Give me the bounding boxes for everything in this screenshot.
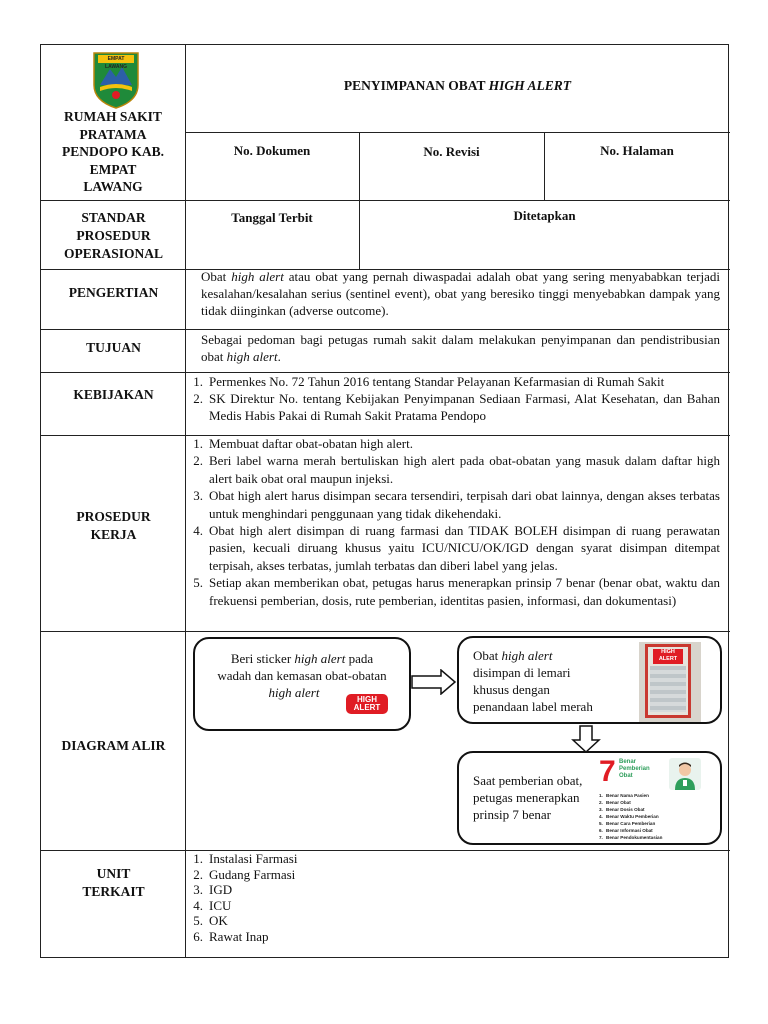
seven-rights-list [599, 792, 662, 841]
list-item-text: SK Direktur No. tentang Kebijakan Penyimpanan Sediaan Farmasi, Alat Kesehatan, dan Bahan Medis Habis Pakai di Rumah Sakit Pratama Pendopo [209, 391, 720, 423]
list-item-text: Obat high alert disimpan di ruang farmasi dan TIDAK BOLEH disimpan di ruang perawatan pasien, kecuali diruang khusus yaitu ICU/NICU/OK/IGD dengan syarat disimpan ditempat terpisah, akses terbatas, jumlah terbatas dan diberi label yang jelas. [209, 523, 720, 573]
list-item-text: OK [209, 913, 228, 928]
list-item [189, 574, 720, 609]
high-alert-stamp [346, 694, 388, 714]
seven-rights-item [599, 813, 662, 820]
seven-rights-item-text: Benar Cara Pemberian [606, 821, 656, 826]
flow-step-italic: high alert [294, 651, 346, 666]
sop-label-line: OPERASIONAL [63, 246, 163, 261]
document-title [185, 78, 730, 94]
flow-step-seven-rights [457, 751, 722, 845]
list-item-number: 2. [193, 391, 203, 406]
seven-rights-item-number: 6. [599, 828, 603, 833]
flow-step-seven-rights-text [473, 772, 613, 823]
list-item-number: 1. [193, 851, 203, 866]
column-divider [185, 45, 186, 958]
list-item-text: Setiap akan memberikan obat, petugas harus menerapkan prinsip 7 benar (benar obat, waktu dan frekuensi pemberian, dosis, rute pemberian, identitas pasien, informasi, dan dokumentasi) [209, 575, 720, 608]
row-divider [41, 200, 730, 201]
flow-step-storage [457, 636, 722, 724]
list-item [189, 882, 720, 898]
unit-terkait-label [41, 865, 186, 901]
unit-terkait-label-line: TERKAIT [82, 884, 145, 899]
flow-step-italic: high alert [268, 685, 320, 700]
cabinet-label: HIGH ALERT [653, 649, 683, 664]
flow-step-line: prinsip 7 benar [473, 807, 551, 822]
seven-rights-infographic [599, 755, 717, 842]
list-item [189, 487, 720, 522]
hospital-name-line: PRATAMA [79, 126, 147, 142]
prosedur-label-line: PROSEDUR [76, 509, 151, 524]
flow-step-line: penandaan label merah [473, 699, 593, 714]
seven-rights-item-number: 7. [599, 835, 603, 840]
seven-rights-item-number: 2. [599, 800, 603, 805]
list-item [189, 390, 720, 424]
seven-rights-item-text: Benar Informasi Obat [606, 828, 653, 833]
prosedur-label-line: KERJA [90, 527, 137, 542]
sop-label-line: STANDAR [81, 210, 146, 225]
tujuan-text [201, 331, 720, 365]
unit-terkait-list [189, 851, 720, 944]
flow-step-text: Obat [473, 648, 502, 663]
seven-rights-title-line: Benar [619, 759, 637, 765]
sop-label-line: PROSEDUR [76, 228, 151, 243]
flow-step-line [201, 650, 403, 667]
row-divider [41, 631, 730, 632]
list-item-text: Membuat daftar obat-obatan high alert. [209, 436, 413, 451]
flow-step-line [473, 647, 633, 664]
seven-rights-item-number: 3. [599, 807, 603, 812]
seven-rights-item [599, 834, 662, 841]
seven-rights-item [599, 806, 662, 813]
list-item-number: 3. [193, 488, 203, 504]
hospital-name-line: PENDOPO KAB. [61, 144, 164, 159]
flow-step-line: khusus dengan [473, 682, 550, 697]
list-item-text: Instalasi Farmasi [209, 851, 298, 866]
high-alert-stamp-line: HIGH [357, 695, 377, 704]
list-item-text: Beri label warna merah bertuliskan high alert pada obat-obatan yang masuk dalam daftar high alert baik obat oral maupun injeksi. [209, 453, 720, 486]
list-item [189, 898, 720, 914]
pengertian-label: PENGERTIAN [68, 285, 159, 300]
hospital-name [41, 108, 185, 196]
seven-rights-item-number: 4. [599, 814, 603, 819]
pengertian-text-italic: high alert [231, 269, 284, 284]
list-item-number: 5. [193, 913, 203, 928]
list-item-number: 2. [193, 866, 203, 882]
list-item-number: 4. [193, 523, 203, 539]
tujuan-text-end: . [277, 349, 281, 364]
pengertian-text-end: atau obat yang pernah diwaspadai adalah obat yang sering menyababkan terjadi kesalahan/kesalahan serius (sentinel event), obat yang beresiko tinggi menyebabkan dampak yang tidak diinginkan (adverse outcome). [201, 269, 720, 318]
list-item [189, 522, 720, 574]
hospital-name-line: LAWANG [83, 179, 143, 194]
cabinet-glass [650, 666, 686, 712]
list-item-number: 3. [193, 882, 203, 897]
prosedur-label [41, 508, 186, 544]
list-item [189, 452, 720, 487]
flow-arrow-down [571, 725, 601, 753]
list-item-text: IGD [209, 882, 233, 897]
tanggal-terbit-label: Tanggal Terbit [231, 210, 313, 225]
flow-arrow-right [411, 669, 457, 695]
list-item [189, 373, 720, 390]
high-alert-cabinet-photo [639, 642, 701, 722]
list-item-text: Permenkes No. 72 Tahun 2016 tentang Standar Pelayanan Kefarmasian di Rumah Sakit [209, 374, 665, 389]
pengertian-text [201, 268, 720, 319]
diagram-label: DIAGRAM ALIR [61, 738, 166, 753]
list-item-number: 4. [193, 897, 203, 913]
ditetapkan-label: Ditetapkan [513, 208, 576, 223]
flow-step-text: Beri sticker [230, 651, 295, 666]
flow-step-text: pada [345, 651, 374, 666]
prosedur-list [189, 435, 720, 609]
seven-rights-title-line: Pemberian [619, 766, 650, 772]
kebijakan-label: KEBIJAKAN [73, 387, 154, 402]
seven-rights-item [599, 827, 662, 834]
list-item-number: 1. [193, 436, 203, 451]
seven-rights-item-number: 1. [599, 793, 603, 798]
kebijakan-list [189, 373, 720, 424]
seven-rights-item [599, 799, 662, 806]
seven-rights-item-text: Benar Obat [606, 800, 631, 805]
seven-rights-item-number: 5. [599, 821, 603, 826]
list-item-number: 6. [193, 928, 203, 944]
list-item [189, 913, 720, 929]
seven-rights-item-text: Benar Waktu Pemberian [606, 814, 659, 819]
flow-step-italic: high alert [501, 648, 553, 663]
seven-rights-item-text: Benar Pendokumentasian [606, 835, 663, 840]
list-item [189, 851, 720, 867]
seven-rights-item-text: Benar Nama Pasien [606, 793, 649, 798]
list-item-text: Gudang Farmasi [209, 866, 296, 882]
sop-document [40, 44, 729, 958]
tujuan-text-start: Sebagai pedoman bagi petugas rumah sakit dalam melakukan penyimpanan dan pendistribusian obat [201, 332, 720, 364]
hospital-name-line: RUMAH SAKIT [64, 109, 162, 124]
tujuan-label: TUJUAN [86, 340, 141, 355]
no-halaman-label: No. Halaman [600, 143, 674, 158]
seven-number: 7 [599, 755, 616, 788]
list-item-number: 1. [193, 374, 203, 389]
high-alert-stamp-line: ALERT [353, 703, 381, 712]
list-item-text: ICU [209, 897, 232, 913]
seven-rights-item [599, 792, 662, 799]
flow-step-sticker [193, 637, 411, 731]
document-title-italic: HIGH ALERT [488, 78, 572, 93]
unit-terkait-label-line: UNIT [96, 866, 131, 881]
seven-rights-title [619, 759, 650, 780]
nurse-illustration-icon [669, 758, 701, 790]
sop-label [41, 209, 186, 263]
seven-rights-item-text: Benar Dosis Obat [606, 807, 645, 812]
document-title-text: PENYIMPANAN OBAT [343, 78, 489, 93]
row-divider [185, 132, 730, 133]
list-item-number: 5. [193, 575, 203, 591]
flow-step-line: Saat pemberian obat, [473, 773, 583, 788]
list-item-text: Obat high alert harus disimpan secara tersendiri, terpisah dari obat lainnya, dengan akses terbatas untuk menghindari penggunaan yang tidak dikehendaki. [209, 488, 720, 521]
flow-step-storage-text [473, 647, 633, 715]
list-item-text: Rawat Inap [209, 928, 269, 944]
seven-rights-title-line: Obat [619, 773, 633, 779]
pengertian-text-start: Obat [201, 269, 232, 284]
seven-rights-item [599, 820, 662, 827]
logo-text: EMPAT LAWANG [105, 56, 127, 70]
tujuan-text-italic: high alert [226, 349, 278, 364]
list-item [189, 929, 720, 945]
flow-step-line: wadah dan kemasan obat-obatan [217, 668, 387, 683]
flow-step-line: petugas menerapkan [473, 790, 580, 805]
list-item [189, 435, 720, 452]
row-divider [41, 329, 730, 330]
no-revisi-label: No. Revisi [423, 144, 480, 159]
hospital-logo [90, 51, 142, 109]
hospital-name-line: EMPAT [89, 161, 137, 177]
list-item-number: 2. [193, 453, 203, 469]
flow-step-line: disimpan di lemari [473, 665, 571, 680]
no-dokumen-label: No. Dokumen [233, 143, 311, 158]
list-item [189, 867, 720, 883]
